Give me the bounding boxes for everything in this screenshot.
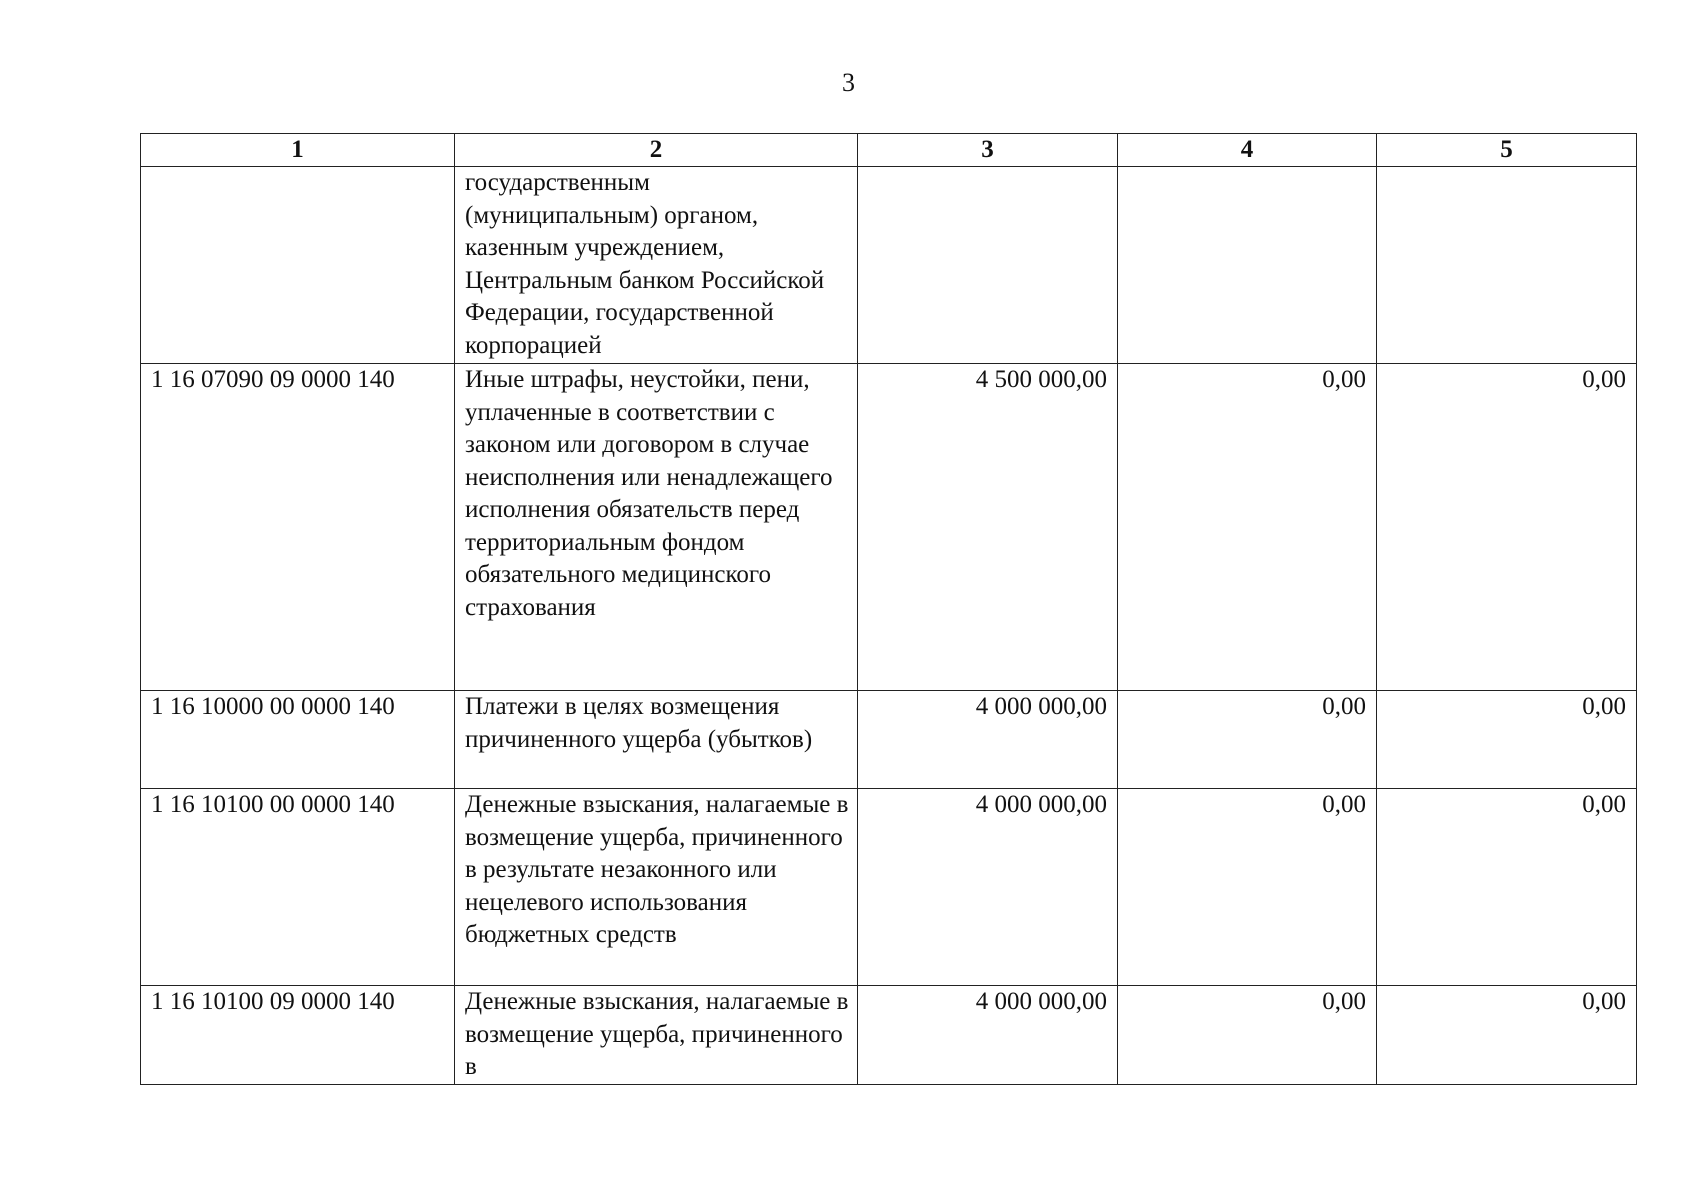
- amount-col5-cell: 0,00: [1377, 691, 1637, 789]
- amount-col4-cell: 0,00: [1118, 986, 1377, 1085]
- amount-col4-cell: [1118, 167, 1377, 364]
- amount-col5-cell: [1377, 167, 1637, 364]
- table-row: [141, 986, 1637, 1085]
- budget-code-cell: 1 16 07090 09 0000 140: [141, 364, 455, 691]
- amount-col3-cell: 4 500 000,00: [858, 364, 1118, 691]
- table-header: [141, 134, 1637, 167]
- revenue-name-cell: [455, 364, 858, 691]
- table-row: [141, 691, 1637, 789]
- revenue-name-text: Денежные взыскания, налагаемые в возмещение ущерба, причиненного в: [465, 988, 849, 1080]
- header-row: [141, 134, 1637, 167]
- revenue-name-text: Иные штрафы, неустойки, пени, уплаченные в соответствии с законом или договором в случае неисполнения или ненадлежащего исполнения обязательств перед территориальным фондом обязательного медицинского страхования: [465, 366, 833, 621]
- amount-col4-cell: 0,00: [1118, 789, 1377, 986]
- page-number: 3: [842, 68, 855, 97]
- amount-col4-cell: 0,00: [1118, 691, 1377, 789]
- amount-col4-cell: 0,00: [1118, 364, 1377, 691]
- amount-col5-cell: 0,00: [1377, 789, 1637, 986]
- revenue-name-text: государственным (муниципальным) органом, казенным учреждением, Центральным банком Российской Федерации, государственной корпорацией: [465, 169, 825, 359]
- revenue-name-text: Платежи в целях возмещения причиненного ущерба (убытков): [465, 693, 813, 753]
- column-header-2: 2: [455, 134, 858, 167]
- column-header-4: 4: [1118, 134, 1377, 167]
- budget-code-cell: 1 16 10000 00 0000 140: [141, 691, 455, 789]
- table-row: [141, 789, 1637, 986]
- table-row: [141, 364, 1637, 691]
- revenue-name-cell: [455, 691, 858, 789]
- amount-col3-cell: 4 000 000,00: [858, 691, 1118, 789]
- column-header-1: 1: [141, 134, 455, 167]
- revenue-name-cell: [455, 789, 858, 986]
- amount-col3-cell: 4 000 000,00: [858, 789, 1118, 986]
- budget-code-cell: 1 16 10100 09 0000 140: [141, 986, 455, 1085]
- revenue-name-cell: [455, 167, 858, 364]
- amount-col3-cell: 4 000 000,00: [858, 986, 1118, 1085]
- budget-revenue-table: [140, 133, 1637, 1085]
- column-header-3: 3: [858, 134, 1118, 167]
- column-header-5: 5: [1377, 134, 1637, 167]
- table-row: [141, 167, 1637, 364]
- amount-col5-cell: 0,00: [1377, 364, 1637, 691]
- amount-col3-cell: [858, 167, 1118, 364]
- revenue-name-text: Денежные взыскания, налагаемые в возмещение ущерба, причиненного в результате незаконного или нецелевого использования бюджетных средств: [465, 791, 849, 948]
- budget-code-cell: 1 16 10100 00 0000 140: [141, 789, 455, 986]
- budget-code-cell: [141, 167, 455, 364]
- table-body: [141, 167, 1637, 1085]
- revenue-name-cell: [455, 986, 858, 1085]
- amount-col5-cell: 0,00: [1377, 986, 1637, 1085]
